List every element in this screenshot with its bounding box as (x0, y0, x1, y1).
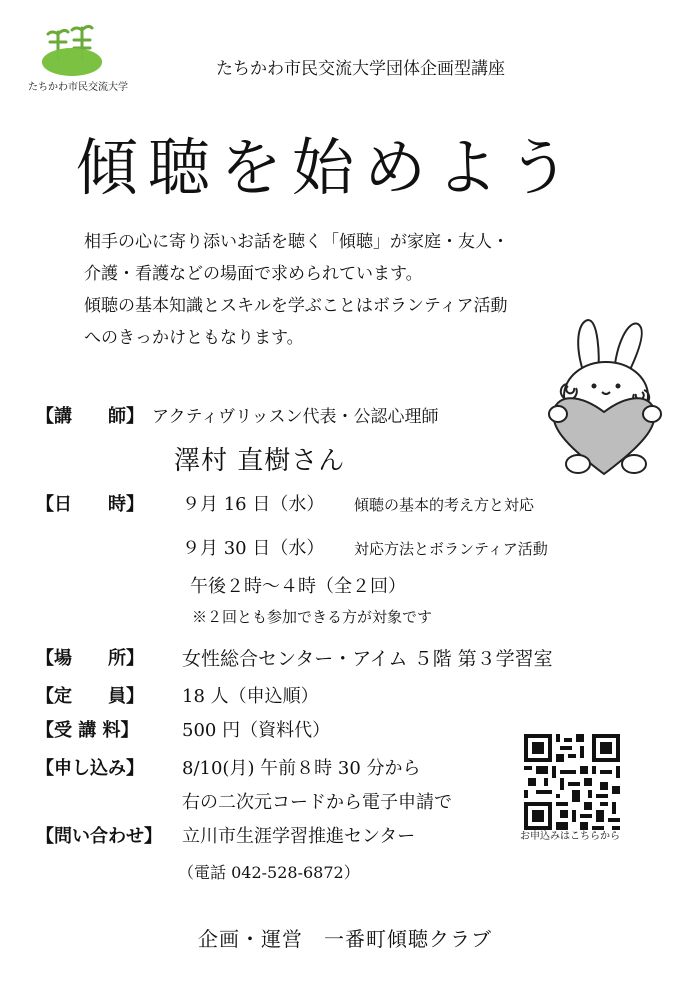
application-label: 【申し込み】 (36, 758, 144, 779)
intro-text (84, 226, 604, 354)
application-line-1: 8/10(月) 午前８時 30 分から (182, 758, 421, 779)
schedule-date-2: ９月 30 日（水） (182, 538, 325, 559)
bunny-illustration (544, 314, 664, 484)
footer-organizer: 企画・運営 一番町傾聴クラブ (198, 927, 492, 951)
venue-label: 【場 所】 (36, 648, 144, 669)
qr-code[interactable] (524, 734, 620, 830)
qr-caption: お申込みはこちらから (520, 831, 620, 842)
fee-label: 【受 講 料】 (36, 720, 139, 741)
venue-value: 女性総合センター・アイム ５階 第３学習室 (182, 648, 553, 670)
bunny-heart-icon (544, 314, 664, 484)
schedule-date-1: ９月 16 日（水） (182, 494, 325, 515)
schedule-note: ※２回とも参加できる方が対象です (192, 608, 433, 626)
schedule-label: 【日 時】 (36, 494, 144, 515)
page-title: 傾聴を始めよう (76, 131, 581, 204)
organizer-line: たちかわ市民交流大学団体企画型講座 (216, 59, 505, 79)
lecturer-name: 澤村 直樹さん (174, 446, 346, 476)
contact-label: 【問い合わせ】 (36, 826, 162, 847)
qr-code-icon (524, 734, 620, 830)
lecturer-title: アクティヴリッスン代表・公認心理師 (152, 407, 439, 427)
intro-line: 傾聴の基本知識とスキルを学ぶことはボランティア活動 (84, 296, 508, 316)
intro-line: 介護・看護などの場面で求められています。 (84, 264, 423, 284)
intro-line: 相手の心に寄り添いお話を聴く「傾聴」が家庭・友人・ (84, 232, 509, 252)
intro-line: へのきっかけともなります。 (84, 328, 304, 348)
fee-value: 500 円（資料代） (182, 720, 331, 741)
contact-line-1: 立川市生涯学習推進センター (182, 826, 416, 847)
schedule-topic-2: 対応方法とボランティア活動 (354, 540, 548, 558)
schedule-time: 午後２時～４時（全２回） (190, 576, 406, 597)
contact-line-2: （電話 042-528-6872） (178, 863, 360, 882)
lecturer-label: 【講 師】 (36, 406, 144, 427)
capacity-label: 【定 員】 (36, 686, 144, 707)
application-line-2: 右の二次元コードから電子申請で (182, 792, 452, 813)
logo-caption: たちかわ市民交流大学 (28, 82, 128, 93)
schedule-topic-1: 傾聴の基本的考え方と対応 (354, 496, 535, 514)
capacity-value: 18 人（申込順） (182, 686, 319, 707)
